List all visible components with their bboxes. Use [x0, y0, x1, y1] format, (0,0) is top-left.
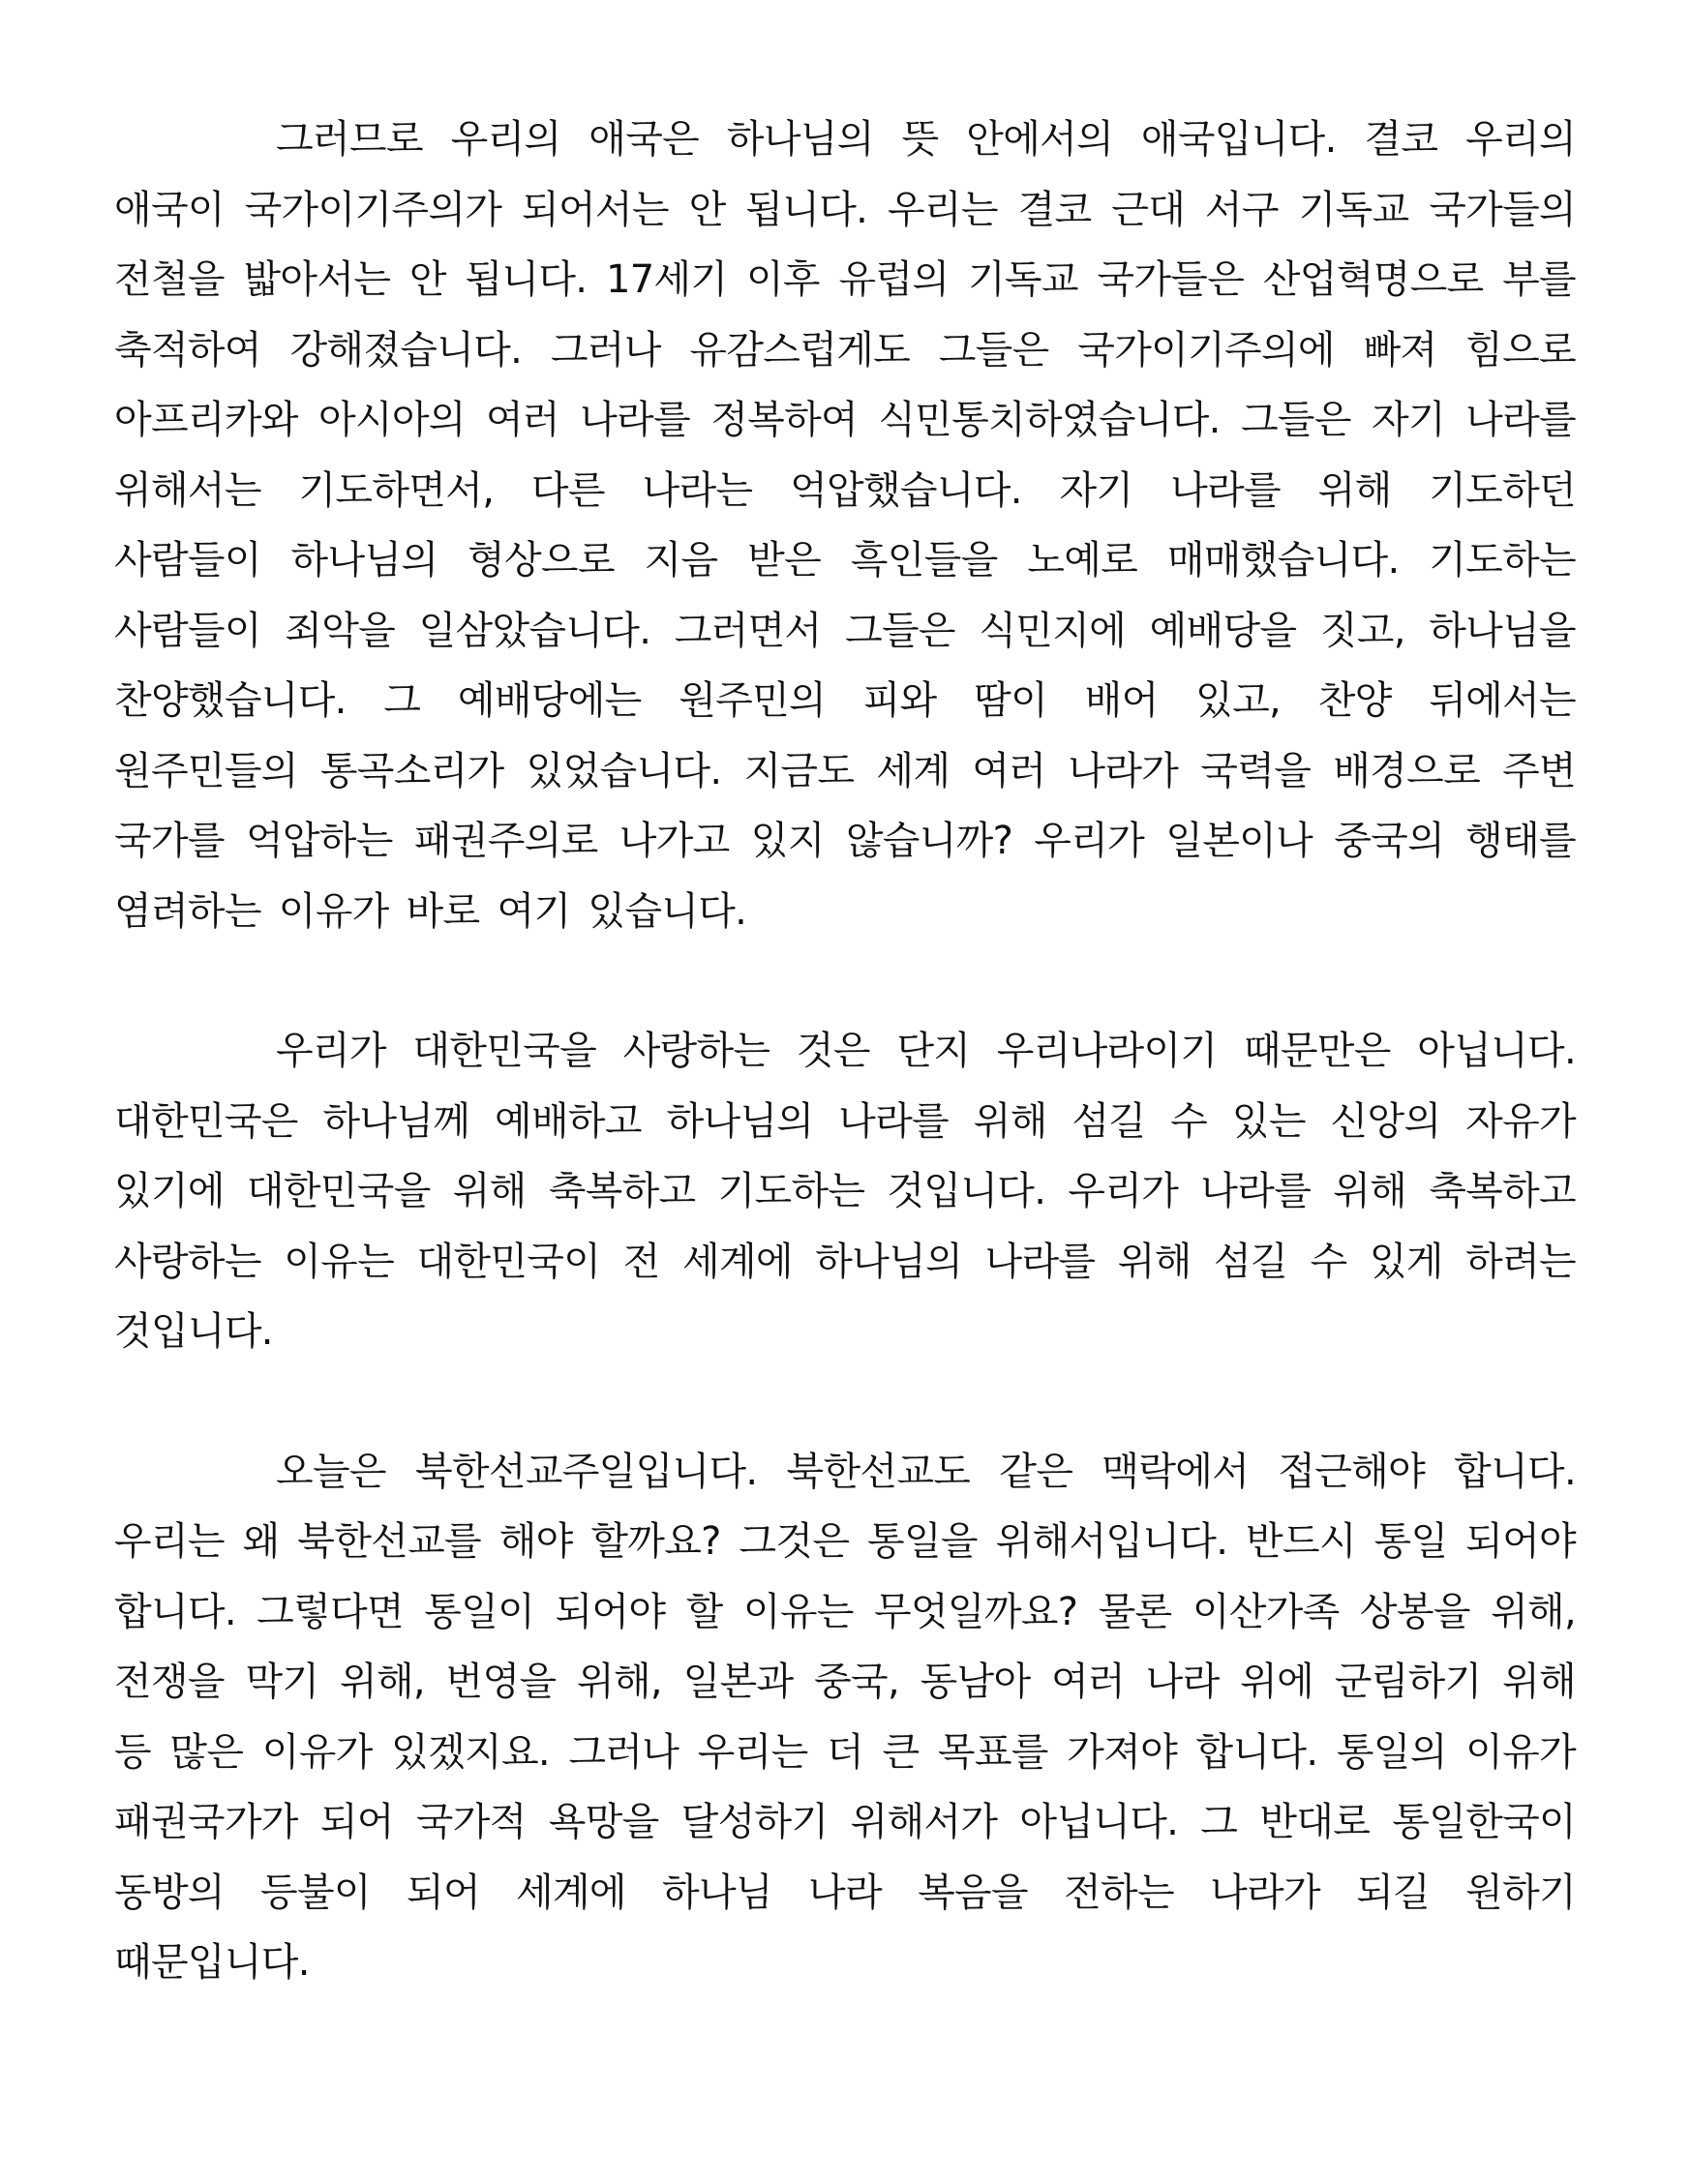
paragraph-north-korea-mission: 오늘은 북한선교주일입니다. 북한선교도 같은 맥락에서 접근해야 합니다. 우리는 왜 북한선교를 해야 할까요? 그것은 통일을 위해서입니다. 반드시 통일 되어야 합니다. 그렇다면 통일이 되어야 할 이유는 무엇일까요? 물론 이산가족 상봉을 위해, 전쟁을 막기 위해, 번영을 위해, 일본과 중국, 동남아 여러 나라 위에 군림하기 위해 등 많은 이유가 있겠지요. 그러나 우리는 더 큰 목표를 가져야 합니다. 통일의 이유가 패권국가가 되어 국가적 욕망을 달성하기 위해서가 아닙니다. 그 반대로 통일한국이 동방의 등불이 되어 세계에 하나님 나라 복음을 전하는 나라가 되길 원하기 때문입니다.: [114, 1449, 1576, 1985]
document-body: [114, 105, 1576, 1998]
paragraph-patriotism: 그러므로 우리의 애국은 하나님의 뜻 안에서의 애국입니다. 결코 우리의 애국이 국가이기주의가 되어서는 안 됩니다. 우리는 결코 근대 서구 기독교 국가들의 전철을 밟아서는 안 됩니다. 17세기 이후 유럽의 기독교 국가들은 산업혁명으로 부를 축적하여 강해졌습니다. 그러나 유감스럽게도 그들은 국가이기주의에 빠져 힘으로 아프리카와 아시아의 여러 나라를 정복하여 식민통치하였습니다. 그들은 자기 나라를 위해서는 기도하면서, 다른 나라는 억압했습니다. 자기 나라를 위해 기도하던 사람들이 하나님의 형상으로 지음 받은 흑인들을 노예로 매매했습니다. 기도하는 사람들이 죄악을 일삼았습니다. 그러면서 그들은 식민지에 예배당을 짓고, 하나님을 찬양했습니다. 그 예배당에는 원주민의 피와 땀이 배어 있고, 찬양 뒤에서는 원주민들의 통곡소리가 있었습니다. 지금도 세계 여러 나라가 국력을 배경으로 주변 국가를 억압하는 패권주의로 나가고 있지 않습니까? 우리가 일본이나 중국의 행태를 염려하는 이유가 바로 여기 있습니다.: [114, 117, 1576, 934]
paragraph-korea: 우리가 대한민국을 사랑하는 것은 단지 우리나라이기 때문만은 아닙니다. 대한민국은 하나님께 예배하고 하나님의 나라를 위해 섬길 수 있는 신앙의 자유가 있기에 대한민국을 위해 축복하고 기도하는 것입니다. 우리가 나라를 위해 축복하고 사랑하는 이유는 대한민국이 전 세계에 하나님의 나라를 위해 섬길 수 있게 하려는 것입니다.: [114, 1029, 1576, 1354]
